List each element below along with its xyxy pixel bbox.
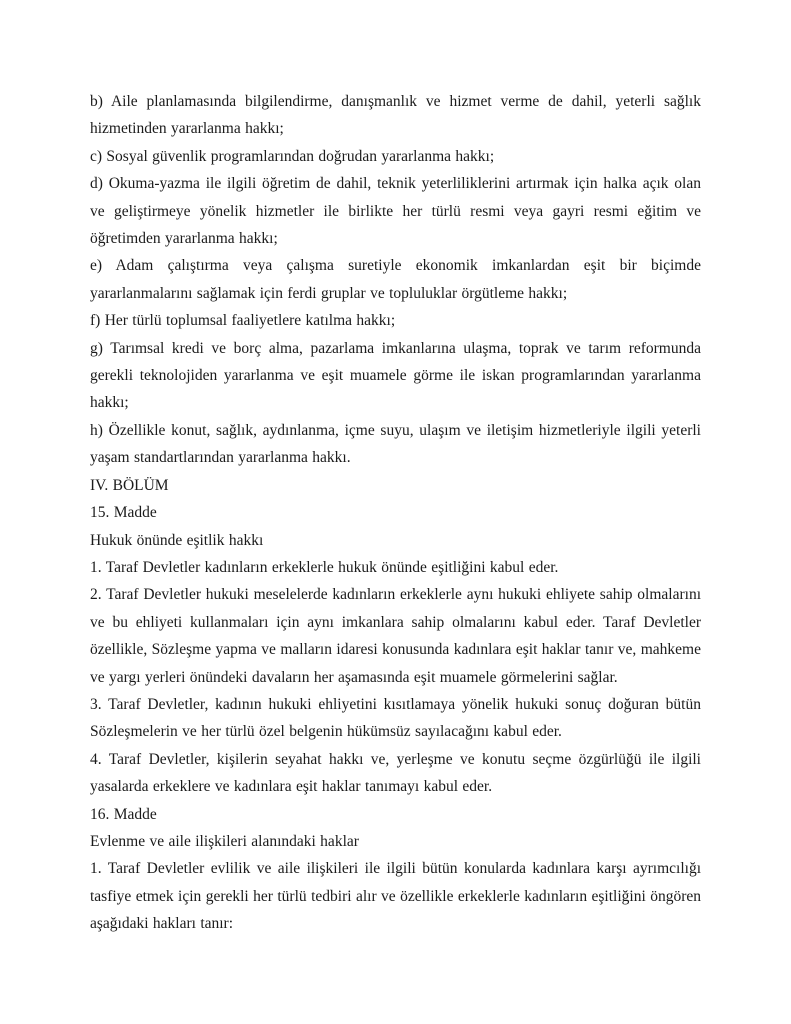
paragraph-madde15-2: 2. Taraf Devletler hukuki meselelerde kadınların erkeklerle aynı hukuki ehliyete sahip olmalarını ve bu ehliyeti kullanmaları için aynı imkanlara sahip olmalarını kabul eder. Taraf Devletler özellikle, Sözleşme yapma ve malların idaresi konusunda kadınlara eşit haklar tanır ve, mahkeme ve yargı yerleri önündeki davaların her aşamasında eşit muamele görmelerini sağlar. — [90, 586, 701, 686]
paragraph-madde16-1: 1. Taraf Devletler evlilik ve aile ilişkileri ile ilgili bütün konularda kadınlara karşı ayrımcılığı tasfiye etmek için gerekli her türlü tedbiri alır ve özellikle erkeklerle kadınların eşitliğini öngören aşağıdaki hakları tanır: — [90, 860, 701, 933]
article-subtitle-madde-15: Hukuk önünde eşitlik hakkı — [90, 531, 264, 549]
article-heading-madde-16: 16. Madde — [90, 805, 157, 823]
paragraph-madde15-3: 3. Taraf Devletler, kadının hukuki ehliyetini kısıtlamaya yönelik hukuki sonuç doğuran bütün Sözleşmelerin ve her türlü özel belgenin hükümsüz sayılacağını kabul eder. — [90, 695, 701, 741]
document-text-block — [90, 88, 701, 938]
paragraph-item-g: g) Tarımsal kredi ve borç alma, pazarlama imkanlarına ulaşma, toprak ve tarım reformunda gerekli teknolojiden yararlanma ve eşit muamele görme ile iskan programlarından yararlanma hakkı; — [90, 339, 701, 412]
paragraph-madde15-1: 1. Taraf Devletler kadınların erkeklerle hukuk önünde eşitliğini kabul eder. — [90, 558, 559, 576]
paragraph-item-e: e) Adam çalıştırma veya çalışma suretiyle ekonomik imkanlardan eşit bir biçimde yararlanmalarını sağlamak için ferdi gruplar ve topluluklar örgütleme hakkı; — [90, 257, 701, 302]
paragraph-item-c: c) Sosyal güvenlik programlarından doğrudan yararlanma hakkı; — [90, 147, 495, 165]
section-heading-bolum-iv: IV. BÖLÜM — [90, 476, 169, 494]
paragraph-item-h: h) Özellikle konut, sağlık, aydınlanma, içme suyu, ulaşım ve iletişim hizmetleriyle ilgili yeterli yaşam standartlarından yararlanma hakkı. — [90, 421, 701, 467]
paragraph-madde15-4: 4. Taraf Devletler, kişilerin seyahat hakkı ve, yerleşme ve konutu seçme özgürlüğü ile ilgili yasalarda erkeklere ve kadınlara eşit haklar tanımayı kabul eder. — [90, 750, 701, 796]
article-subtitle-madde-16: Evlenme ve aile ilişkileri alanındaki haklar — [90, 832, 359, 850]
paragraph-item-b: b) Aile planlamasında bilgilendirme, danışmanlık ve hizmet verme de dahil, yeterli sağlık hizmetinden yararlanma hakkı; — [90, 93, 701, 138]
paragraph-item-d: d) Okuma-yazma ile ilgili öğretim de dahil, teknik yeterliliklerini artırmak için halka açık olan ve geliştirmeye yönelik hizmetler ile birlikte her türlü resmi veya gayri resmi eğitim ve öğretimden yararlanma hakkı; — [90, 175, 701, 248]
article-heading-madde-15: 15. Madde — [90, 504, 157, 522]
paragraph-item-f: f) Her türlü toplumsal faaliyetlere katılma hakkı; — [90, 312, 396, 330]
